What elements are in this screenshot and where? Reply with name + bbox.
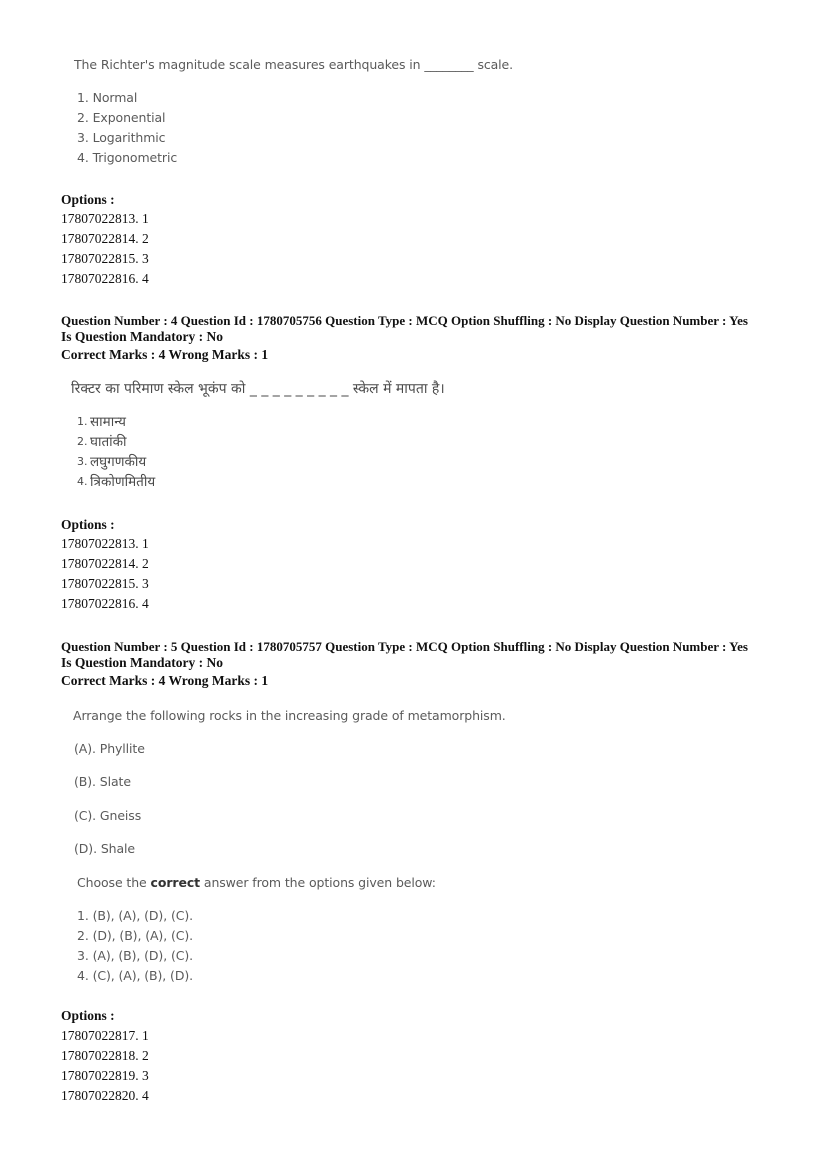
q4-choice-number: 3. bbox=[77, 455, 88, 468]
q5-instruction-post: answer from the options given below: bbox=[200, 875, 436, 890]
q4-options-label: Options : bbox=[61, 517, 115, 532]
q4-choice-hindi: त्रिकोणमितीय bbox=[90, 474, 156, 490]
q5-option-id: 17807022818. 2 bbox=[61, 1048, 149, 1063]
q5-rock-item: (C). Gneiss bbox=[74, 808, 142, 823]
q4-choice-hindi: लघुगणकीय bbox=[90, 454, 147, 470]
q4-choice-hindi: सामान्य bbox=[90, 414, 127, 430]
q3-option-id: 17807022813. 1 bbox=[61, 211, 149, 226]
q5-option-id: 17807022817. 1 bbox=[61, 1028, 149, 1043]
q5-rock-item: (D). Shale bbox=[74, 841, 136, 856]
q5-mandatory: Is Question Mandatory : No bbox=[61, 655, 224, 670]
q4-choice-number: 1. bbox=[77, 415, 88, 428]
q3-choice: 2. Exponential bbox=[77, 110, 166, 125]
q4-choice-hindi: घातांकी bbox=[90, 434, 127, 450]
q5-rock-item: (A). Phyllite bbox=[74, 741, 145, 756]
q4-choice-number: 4. bbox=[77, 475, 88, 488]
q5-options-label: Options : bbox=[61, 1008, 115, 1023]
q3-option-id: 17807022816. 4 bbox=[61, 271, 149, 286]
q4-option-id: 17807022813. 1 bbox=[61, 536, 149, 551]
q4-question-hindi: रिक्टर का परिमाण स्केल भूकंप को _ _ _ _ _ _ _ _ _ स्केल में मापता है। bbox=[71, 381, 445, 397]
q5-instruction-pre: Choose the bbox=[77, 875, 151, 890]
q4-option-id: 17807022814. 2 bbox=[61, 556, 149, 571]
q5-option-id: 17807022819. 3 bbox=[61, 1068, 149, 1083]
q5-choice: 4. (C), (A), (B), (D). bbox=[77, 968, 194, 983]
q5-choice: 1. (B), (A), (D), (C). bbox=[77, 908, 194, 923]
q5-header: Question Number : 5 Question Id : 1780705757 Question Type : MCQ Option Shuffling : No Display Question Number : Yes bbox=[61, 639, 748, 654]
q4-marks: Correct Marks : 4 Wrong Marks : 1 bbox=[61, 347, 269, 362]
q3-choice: 4. Trigonometric bbox=[77, 150, 178, 165]
q5-choice: 3. (A), (B), (D), (C). bbox=[77, 948, 194, 963]
q5-option-id: 17807022820. 4 bbox=[61, 1088, 149, 1103]
q3-choice: 3. Logarithmic bbox=[77, 130, 166, 145]
q3-choice: 1. Normal bbox=[77, 90, 138, 105]
q4-option-id: 17807022815. 3 bbox=[61, 576, 149, 591]
q3-option-id: 17807022814. 2 bbox=[61, 231, 149, 246]
q5-instruction bbox=[77, 875, 436, 890]
q4-choice-number: 2. bbox=[77, 435, 88, 448]
q5-instruction-bold: correct bbox=[150, 875, 201, 890]
q5-choice: 2. (D), (B), (A), (C). bbox=[77, 928, 194, 943]
q3-question-text: The Richter's magnitude scale measures earthquakes in ________ scale. bbox=[74, 57, 514, 72]
q5-marks: Correct Marks : 4 Wrong Marks : 1 bbox=[61, 673, 269, 688]
q4-mandatory: Is Question Mandatory : No bbox=[61, 329, 224, 344]
q4-option-id: 17807022816. 4 bbox=[61, 596, 149, 611]
q5-rock-item: (B). Slate bbox=[74, 774, 131, 789]
q4-header: Question Number : 4 Question Id : 1780705756 Question Type : MCQ Option Shuffling : No Display Question Number : Yes bbox=[61, 313, 748, 328]
q3-options-label: Options : bbox=[61, 192, 115, 207]
q5-question-text: Arrange the following rocks in the increasing grade of metamorphism. bbox=[73, 708, 506, 723]
q3-option-id: 17807022815. 3 bbox=[61, 251, 149, 266]
